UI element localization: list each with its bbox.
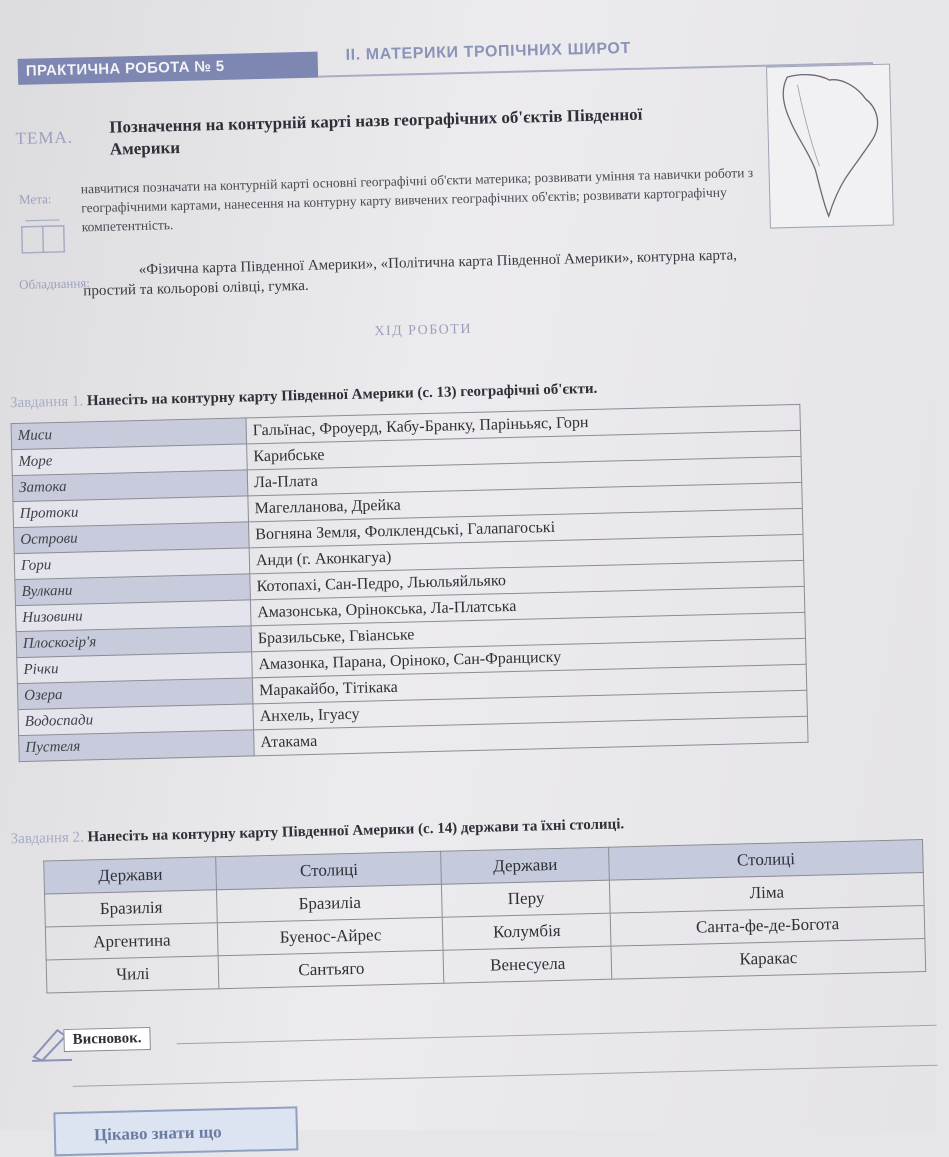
object-values: Амазонська, Орінокська, Ла-Платська [250, 586, 804, 626]
object-category: Море [12, 444, 248, 476]
task2-heading [10, 816, 624, 848]
object-category: Гори [14, 548, 250, 580]
capitals-column-header: Столиці [609, 840, 924, 881]
book-target-icon [17, 210, 68, 257]
section-title: II. МАТЕРИКИ ТРОПІЧНИХ ШИРОТ [345, 39, 632, 64]
object-category: Плоскогір'я [16, 626, 252, 658]
interesting-facts-title: Цікаво знати що [93, 1122, 222, 1145]
task1-text: Нанесіть на контурну карту Південної Америки (с. 13) географічні об'єкти. [86, 380, 598, 410]
continent-outline-icon [767, 65, 893, 228]
capital-cell: Сантьяго [219, 950, 445, 988]
object-category: Низовини [15, 600, 251, 632]
object-values: Магелланова, Дрейка [248, 482, 802, 522]
capital-cell: Бразиліа [217, 884, 443, 922]
task2-text: Нанесіть на контурну карту Південної Америки (с. 14) держави та їхні столиці. [87, 816, 625, 846]
conclusion-label: Висновок. [63, 1027, 151, 1052]
countries-capitals-table [43, 839, 926, 993]
conclusion-answer-line-2[interactable] [73, 1065, 938, 1087]
country-cell: Бразилія [45, 890, 218, 927]
object-category: Водоспади [18, 704, 254, 736]
object-values: Амазонка, Парана, Оріноко, Сан-Франциску [252, 638, 806, 678]
object-values: Карибське [247, 430, 801, 470]
country-cell: Чилі [46, 956, 219, 993]
capital-cell: Санта-фе-де-Богота [610, 906, 925, 947]
object-values: Атакама [254, 716, 808, 756]
topic-label: ТЕМА. [15, 127, 74, 148]
capitals-column-header: Столиці [216, 851, 442, 889]
geographic-objects-table [11, 404, 809, 762]
object-category: Озера [17, 678, 253, 710]
progress-title: ХІД РОБОТИ [374, 321, 473, 340]
object-values: Маракайбо, Тітікака [252, 664, 806, 704]
goal-text: навчитися позначати на контурній карті основні географічні об'єкти материка; розвивати уміння та навички роботи з географічними картами, нанесення на контурну карту вивчених географічних об'єктів; розвивати картографічну компетентність. [80, 164, 754, 235]
object-values: Вогняна Земля, Фолклендські, Галапагоські [249, 508, 803, 548]
country-cell: Венесуела [443, 946, 611, 983]
south-america-map-thumbnail [766, 64, 894, 229]
task1-label: Завдання 1. [9, 393, 84, 412]
equipment-label: Обладнання: [18, 275, 91, 292]
object-category: Миси [11, 418, 247, 450]
country-cell: Перу [442, 880, 610, 917]
goal-label: Мета: [18, 191, 52, 207]
countries-column-header: Держави [44, 857, 217, 894]
equipment-text: «Фізична карта Південної Америки», «Політична карта Південної Америки», контурна карта, простий та кольорові олівці, гумка. [83, 247, 738, 300]
object-values: Котопахі, Сан-Педро, Льюльяйльяко [250, 560, 804, 600]
object-category: Острови [14, 522, 250, 554]
object-values: Анди (г. Аконкагуа) [249, 534, 803, 574]
conclusion-answer-line-1[interactable] [177, 1025, 937, 1045]
capital-cell: Каракас [611, 938, 926, 979]
object-values: Гальїнас, Фроуерд, Кабу-Бранку, Парінььяс, Горн [246, 404, 800, 444]
country-cell: Колумбія [443, 913, 611, 950]
object-category: Затока [12, 470, 248, 502]
practical-work-banner: ПРАКТИЧНА РОБОТА № 5 [18, 52, 319, 85]
task1-heading [10, 381, 598, 412]
object-values: Ла-Плата [247, 456, 801, 496]
object-values: Бразильське, Гвіанське [251, 612, 805, 652]
topic-text: Позначення на контурній карті назв географічних об'єктів Південної Америки [109, 104, 643, 159]
country-cell: Аргентина [45, 923, 218, 960]
capital-cell: Буенос-Айрес [218, 917, 444, 955]
object-category: Річки [17, 652, 253, 684]
object-category: Протоки [13, 496, 249, 528]
task2-label: Завдання 2. [10, 829, 84, 848]
countries-column-header: Держави [441, 847, 609, 884]
capital-cell: Ліма [610, 873, 925, 914]
object-category: Пустеля [19, 730, 255, 762]
object-category: Вулкани [15, 574, 251, 606]
object-values: Анхель, Ігуасу [253, 690, 807, 730]
